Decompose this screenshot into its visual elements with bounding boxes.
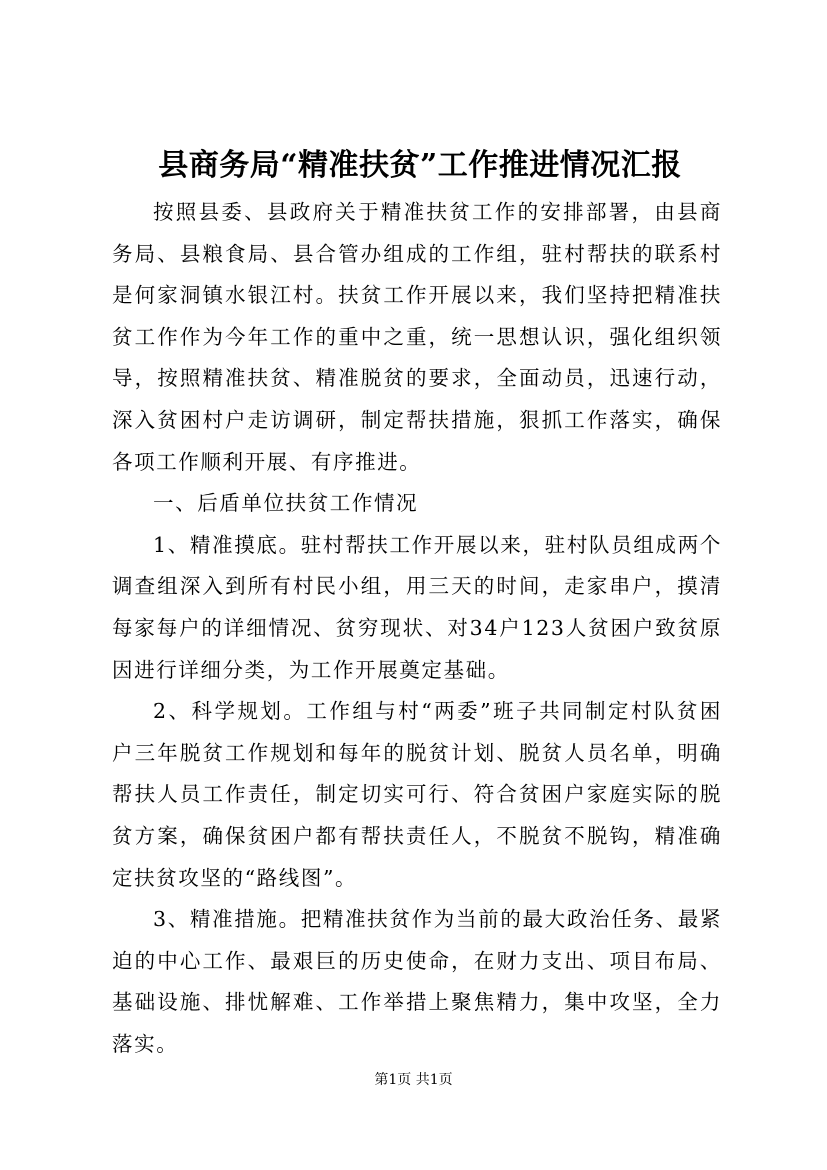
page-footer: 第1页 共1页 xyxy=(374,1072,453,1088)
intro-paragraph: 按照县委、县政府关于精准扶贫工作的安排部署，由县商务局、县粮食局、县合管办组成的工作组，驻村帮扶的联系村是何家洞镇水银江村。扶贫工作开展以来，我们坚持把精准扶贫工作作为今年工作的重中之重，统一思想认识，强化组织领导，按照精准扶贫、精准脱贫的要求，全面动员，迅速行动，深入贫困村户走访调研，制定帮扶措施，狠抓工作落实，确保各项工作顺利开展、有序推进。 xyxy=(112,200,722,474)
document-title: 县商务局“精准扶贫”工作推进情况汇报 xyxy=(158,148,682,183)
item-paragraph-3: 3、精准措施。把精准扶贫作为当前的最大政治任务、最紧迫的中心工作、最艰巨的历史使命，在财力支出、项目布局、基础设施、排忧解难、工作举措上聚焦精力，集中攻坚，全力落实。 xyxy=(112,907,722,1056)
document-body xyxy=(112,192,722,1065)
section-heading: 一、后盾单位扶贫工作情况 xyxy=(153,491,419,516)
item-paragraph-1: 1、精准摸底。驻村帮扶工作开展以来，驻村队员组成两个调查组深入到所有村民小组，用三天的时间，走家串户，摸清每家每户的详细情况、贫穷现状、对34户123人贫困户致贫原因进行详细分类，为工作开展奠定基础。 xyxy=(112,532,722,682)
item-paragraph-2: 2、科学规划。工作组与村“两委”班子共同制定村队贫困户三年脱贫工作规划和每年的脱贫计划、脱贫人员名单，明确帮扶人员工作责任，制定切实可行、符合贫困户家庭实际的脱贫方案，确保贫困户都有帮扶责任人，不脱贫不脱钩，精准确定扶贫攻坚的“路线图”。 xyxy=(112,699,722,890)
